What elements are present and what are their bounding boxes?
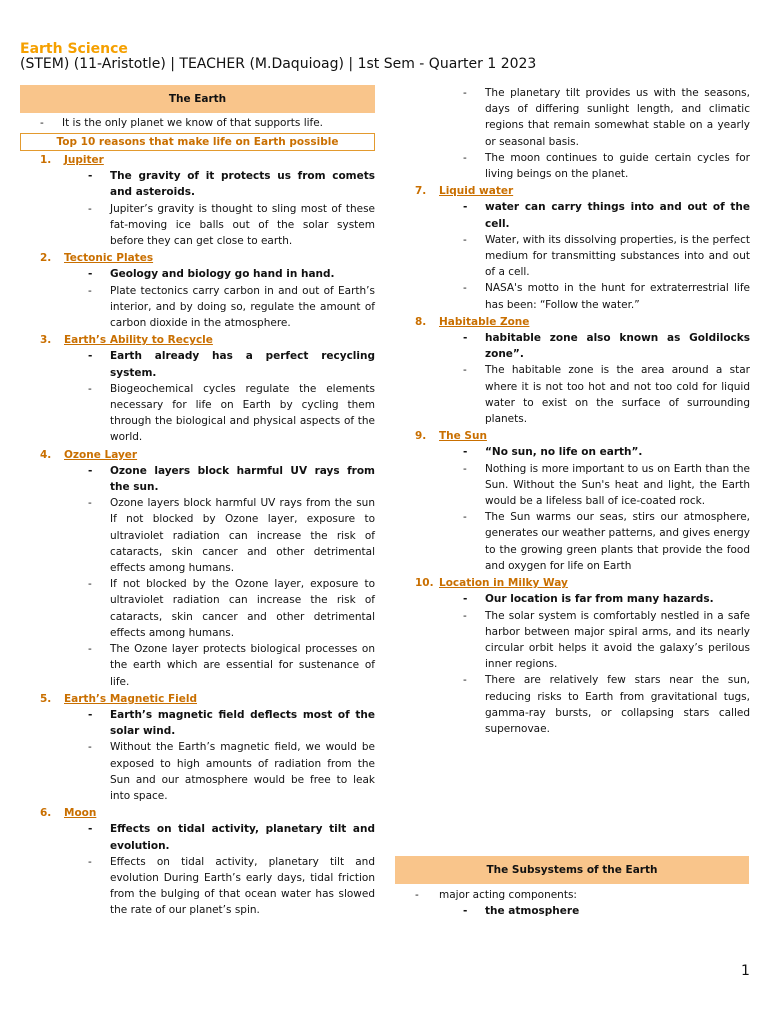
page-number: 1 [741,963,750,979]
reason-key-point [395,330,750,362]
reason-detail [20,854,375,919]
reason-detail [395,232,750,281]
subsystems-sub-row [395,903,749,919]
dash-marker: - [463,609,467,622]
dash-marker: - [463,593,468,606]
dash-marker: - [463,446,468,459]
reason-title [395,575,750,591]
subsystems-intro [395,887,749,919]
reason-item [20,691,375,804]
reason-detail [395,362,750,427]
dash-marker: - [88,382,92,395]
dash-marker: - [463,201,468,214]
reason-number: 9. [415,430,427,443]
reason-name-link[interactable]: Moon [64,807,97,820]
reason-title [395,183,750,199]
reason-item [395,183,750,313]
reason-detail [20,283,375,332]
reason-key-point [20,348,375,380]
reason-key-point [395,199,750,231]
dash-marker: - [88,464,93,477]
bullet-text: Water, with its dissolving properties, is the perfect medium for transmitting substances into and out of a cell. [485,233,750,279]
reason-number: 3. [40,334,52,347]
reason-detail [20,739,375,804]
reason-title [395,428,750,444]
dash-marker: - [463,233,467,246]
subsystems-sub-text: the atmosphere [485,905,580,917]
bullet-text: Plate tectonics carry carbon in and out of Earth’s interior, and by doing so, regulate the amount of carbon dioxide in the atmosphere. [110,284,375,330]
dash-marker: - [88,497,92,510]
bullet-text: Geology and biology go hand in hand. [110,268,335,281]
reason-title [20,447,375,463]
dash-marker: - [463,151,467,164]
bullet-text: NASA's motto in the hunt for extraterrestrial life has been: “Follow the water.” [485,282,750,311]
bullet-text: Earth’s magnetic field deflects most of the solar wind. [110,708,375,738]
reason-item [395,575,750,737]
reason-name-link[interactable]: The Sun [439,430,487,443]
reason-detail [20,381,375,446]
dash-marker: - [88,578,92,591]
bullet-text: The habitable zone is the area around a star where it is not too hot and not too cold for liquid water to exist on the surface of surrounding planets. [485,364,750,426]
reason-number: 10. [415,577,434,590]
reason-detail [20,576,375,641]
reason-number: 6. [40,807,52,820]
reason-item [395,314,750,427]
reason-detail [395,150,750,182]
dash-marker: - [463,282,467,295]
left-column [20,85,375,919]
reason-name-link[interactable]: Earth’s Ability to Recycle [64,334,213,347]
reason-name-link[interactable]: Jupiter [64,154,104,166]
reason-detail [20,641,375,690]
dash-marker: - [415,889,419,901]
dash-marker: - [88,268,93,281]
dash-marker: - [463,674,467,687]
top-reasons-box: Top 10 reasons that make life on Earth possible [20,133,375,151]
bullet-text: Without the Earth’s magnetic field, we would be exposed to high amounts of radiation from the Sun and our atmosphere would be free to leak into space. [110,741,375,802]
reason-key-point [20,463,375,495]
bullet-text: Our location is far from many hazards. [485,593,714,606]
reason-item [20,332,375,445]
bullet-text: The Sun warms our seas, stirs our atmosphere, generates our weather patterns, and gives energy to the growing green plants that provide the food and oxygen for life on Earth [485,511,750,572]
dash-marker: - [88,855,92,868]
bullet-text: Ozone layers block harmful UV rays from the sun. [110,464,375,494]
reasons-list-right [395,183,750,737]
bullet-text: Biogeochemical cycles regulate the elements necessary for life on Earth by cycling them through the biological and physical aspects of the world. [110,382,375,444]
reason-detail [20,495,375,576]
reason-detail [20,201,375,250]
document-title: Earth Science [20,41,128,57]
right-column [395,85,750,737]
dash-marker: - [88,823,93,836]
dash-marker: - [88,741,92,754]
reason-key-point [395,591,750,607]
document-subtitle: (STEM) (11-Aristotle) | TEACHER (M.Daquioag) | 1st Sem - Quarter 1 2023 [20,56,537,72]
bullet-text: habitable zone also known as Goldilocks zone”. [485,332,750,361]
reason-number: 7. [415,185,427,198]
reason-number: 8. [415,315,427,328]
reason-title [20,152,375,168]
bullet-text: Jupiter’s gravity is thought to sling most of these fat-moving ice balls out of the solar system before they can get close to earth. [110,202,375,248]
reason-name-link[interactable]: Earth’s Magnetic Field [64,692,197,705]
reason-name-link[interactable]: Location in Milky Way [439,577,568,590]
reason-detail [395,672,750,737]
section-intro [20,116,375,131]
reason-number: 2. [40,252,52,265]
bullet-text: The Ozone layer protects biological processes on the earth which are essential for sustenance of life. [110,643,375,688]
reason-number: 4. [40,448,52,461]
reason-name-link[interactable]: Ozone Layer [64,448,138,461]
intro-text: It is the only planet we know of that supports life. [62,117,324,129]
reason-title [20,332,375,348]
reason-key-point [20,168,375,200]
reason-name-link[interactable]: Tectonic Plates [64,252,154,265]
reason-name-link[interactable]: Habitable Zone [439,315,530,328]
reason-detail [395,280,750,312]
dash-marker: - [463,905,468,917]
bullet-text: water can carry things into and out of the cell. [485,201,750,230]
bullet-text: Nothing is more important to us on Earth than the Sun. Without the Sun's heat and light, the Earth would be a lifeless ball of ice-coated rock. [485,462,750,508]
reason-key-point [20,707,375,739]
bullet-text: The solar system is comfortably nestled in a safe harbor between major spiral arms, and its nearly circular orbit helps it avoid the galaxy’s perilous inner regions. [485,609,750,671]
dash-marker: - [88,284,92,297]
reason-detail [395,85,750,150]
reason-detail [395,509,750,574]
dash-marker: - [88,170,93,183]
bullet-text: Effects on tidal activity, planetary tilt and evolution. [110,823,375,852]
reason-key-point [20,821,375,853]
moon-continuation [395,85,750,182]
dash-marker: - [88,643,92,656]
bullet-text: The moon continues to guide certain cycles for living beings on the planet. [485,151,750,181]
reason-title [395,314,750,330]
reason-detail [395,461,750,510]
bullet-text: The gravity of it protects us from comets and asteroids. [110,170,375,199]
section-heading-subsystems: The Subsystems of the Earth [395,856,749,884]
bullet-text: There are relatively few stars near the sun, reducing risks to Earth from gravitational tugs, gamma-ray bursts, or collapsing stars called supernovae. [485,674,750,735]
dash-marker: - [463,511,467,524]
reason-item [20,250,375,331]
reason-number: 1. [40,154,52,166]
bullet-text: Earth already has a perfect recycling system. [110,350,375,379]
subsystems-intro-text: major acting components: [439,889,577,901]
dash-marker: - [463,87,467,99]
reason-title [20,691,375,707]
reason-title [20,250,375,266]
bullet-text: The planetary tilt provides us with the seasons, days of differing sunlight length, and climatic regions that remain somewhat stable on a yearly or seasonal basis. [485,87,750,148]
dash-marker: - [463,462,467,475]
bullet-text: If not blocked by the Ozone layer, exposure to ultraviolet radiation can increase the risk of cataracts, skin cancer and other detrimental effects among humans. [110,578,375,639]
bullet-text: Ozone layers block harmful UV rays from the sun If not blocked by Ozone layer, exposure to ultraviolet radiation can increase the risk of cataracts, skin cancer and other detrimental effects among humans. [110,497,375,575]
dash-marker: - [463,332,468,345]
reasons-list-left [20,152,375,919]
reason-name-link[interactable]: Liquid water [439,185,514,198]
reason-item [20,805,375,918]
reason-item [20,152,375,249]
subsystems-intro-row [395,887,749,903]
dash-marker: - [88,350,93,363]
dash-marker: - [88,708,93,721]
bullet-text: “No sun, no life on earth”. [485,446,643,459]
section-heading-the-earth: The Earth [20,85,375,113]
reason-key-point [395,444,750,460]
dash-marker: - [40,117,44,129]
reason-key-point [20,266,375,282]
reason-item [20,447,375,690]
reason-detail [395,608,750,673]
reason-item [395,428,750,574]
reason-number: 5. [40,692,52,705]
bullet-text: Effects on tidal activity, planetary tilt and evolution During Earth’s early days, tidal friction from the bulging of that ocean water has slowed the rate of our planet’s spin. [110,855,375,917]
dash-marker: - [463,364,467,377]
dash-marker: - [88,202,92,215]
reason-title [20,805,375,821]
